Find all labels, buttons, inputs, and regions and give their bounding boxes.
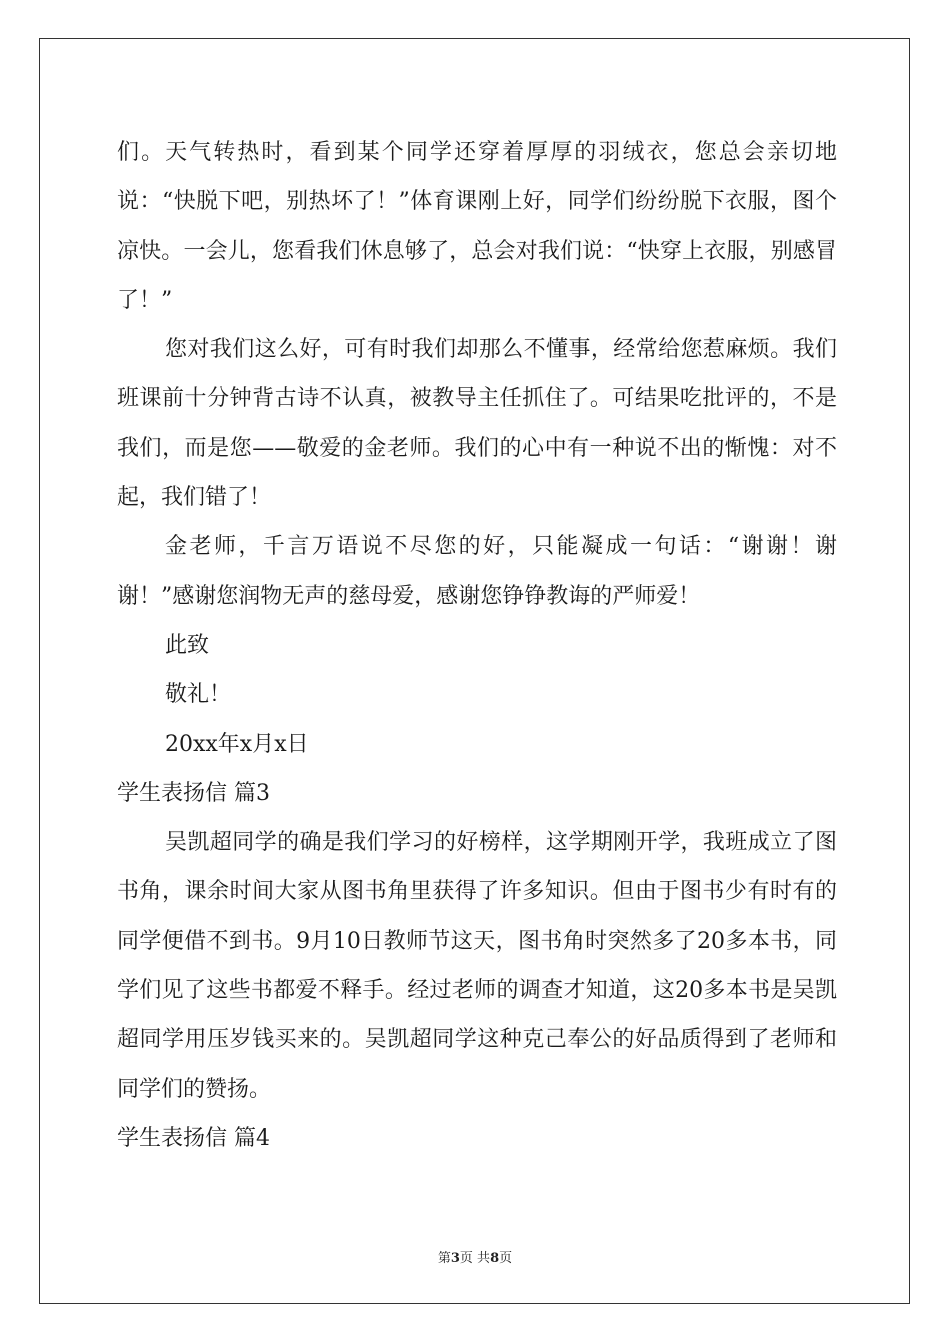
paragraph: 您对我们这么好，可有时我们却那么不懂事，经常给您惹麻烦。我们班课前十分钟背古诗不认真，被教导主任抓住了。可结果吃批评的，不是我们，而是您——敬爱的金老师。我们的心中有一种说不出的惭愧：对不起，我们错了！ (117, 337, 837, 511)
document-body (117, 128, 837, 1163)
page-total: 8 (490, 1251, 500, 1266)
page-footer (0, 1247, 950, 1266)
footer-mid: 页 共 (459, 1251, 491, 1266)
paragraph-continuation: 们。天气转热时，看到某个同学还穿着厚厚的羽绒衣，您总会亲切地说：“快脱下吧，别热坏了！”体育课刚上好，同学们纷纷脱下衣服，图个凉快。一会儿，您看我们休息够了，总会对我们说：“快穿上衣服，别感冒了！” (117, 140, 837, 313)
paragraph: 金老师，千言万语说不尽您的好，只能凝成一句话：“谢谢！谢谢！”感谢您润物无声的慈母爱，感谢您铮铮教诲的严师爱！ (117, 534, 837, 609)
letter-date: 20xx年x月x日 (165, 731, 309, 757)
footer-suffix: 页 (499, 1251, 513, 1266)
paragraph: 吴凯超同学的确是我们学习的好榜样，这学期刚开学，我班成立了图书角，课余时间大家从图书角里获得了许多知识。但由于图书少有时有的同学便借不到书。9月10日教师节这天，图书角时突然多了20多本书，同学们见了这些书都爱不释手。经过老师的调查才知道，这20多本书是吴凯超同学用压岁钱买来的。吴凯超同学这种克己奉公的好品质得到了老师和同学们的赞扬。 (117, 830, 837, 1102)
footer-prefix: 第 (437, 1251, 451, 1266)
section-heading: 学生表扬信 篇3 (117, 780, 270, 806)
closing-regards: 敬礼！ (165, 682, 232, 708)
closing-salutation: 此致 (165, 632, 210, 658)
section-heading: 学生表扬信 篇4 (117, 1125, 270, 1151)
page-number: 3 (450, 1251, 460, 1266)
